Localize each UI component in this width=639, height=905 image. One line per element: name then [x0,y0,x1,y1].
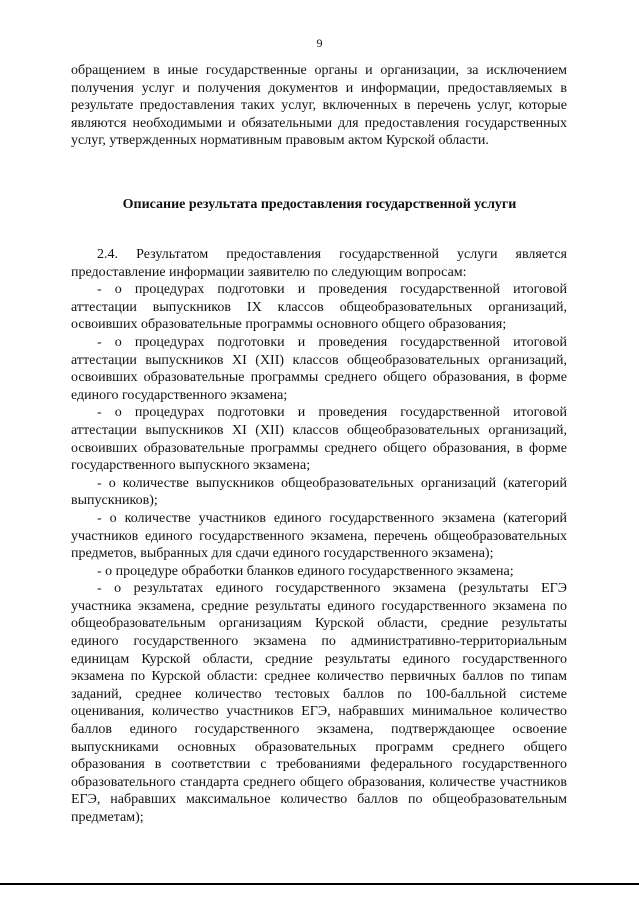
list-item: - о количестве выпускников общеобразовательных организаций (категорий выпускников); [71,475,567,509]
list-item: - о количестве участников единого государственного экзамена (категорий участников единого государственного экзамена, перечень общеобразовательных предметов, выбранных для сдачи единого государственного экзамена); [71,510,567,562]
list-item: - о результатах единого государственного экзамена (результаты ЕГЭ участника экзамена, средние результаты единого государственного экзамена по общеобразовательным организациям Курской области, средние результаты единого государственного экзамена по административно-территориальным единицам Курской области, средние результаты единого государственного экзамена по Курской области: среднее количество первичных баллов по типам заданий, среднее количество тестовых баллов по 100-балльной системе оценивания, количество участников ЕГЭ, набравших минимальное количество баллов единого государственного экзамена, подтверждающее освоение выпускниками основных образовательных программ среднего общего образования в соответствии с требованиями федерального государственного образовательного стандарта среднего общего образования, количестве участников ЕГЭ, набравших максимальное количество баллов по общеобразовательным предметам); [71,581,567,825]
list-item: - о процедурах подготовки и проведения государственной итоговой аттестации выпускников IX классов общеобразовательных организаций, освоивших образовательные программы основного общего образования; [71,282,567,333]
page-bottom-rule [0,883,639,885]
body-text [71,246,567,827]
intro-paragraph: обращением в иные государственные органы и организации, за исключением получения услуг и получения документов и информации, предоставляемых в результате предоставления таких услуг, включенных в перечень услуг, которые являются необходимыми и обязательными для предоставления государственных услуг, утвержденных нормативным правовым актом Курской области. [71,63,567,149]
list-item: - о процедурах подготовки и проведения государственной итоговой аттестации выпускников XI (XII) классов общеобразовательных организаций, освоивших образовательные программы среднего общего образования, в форме государственного выпускного экзамена; [71,405,567,474]
section-heading: Описание результата предоставления государственной услуги [122,197,517,212]
result-paragraph: 2.4. Результатом предоставления государственной услуги является предоставление информации заявителю по следующим вопросам: [71,247,567,280]
page-number: 9 [316,36,323,50]
list-item: - о процедурах подготовки и проведения государственной итоговой аттестации выпускников XI (XII) классов общеобразовательных организаций, освоивших образовательные программы среднего общего образования, в форме единого государственного экзамена; [71,334,567,403]
list-item: - о процедуре обработки бланков единого государственного экзамена; [97,563,514,579]
